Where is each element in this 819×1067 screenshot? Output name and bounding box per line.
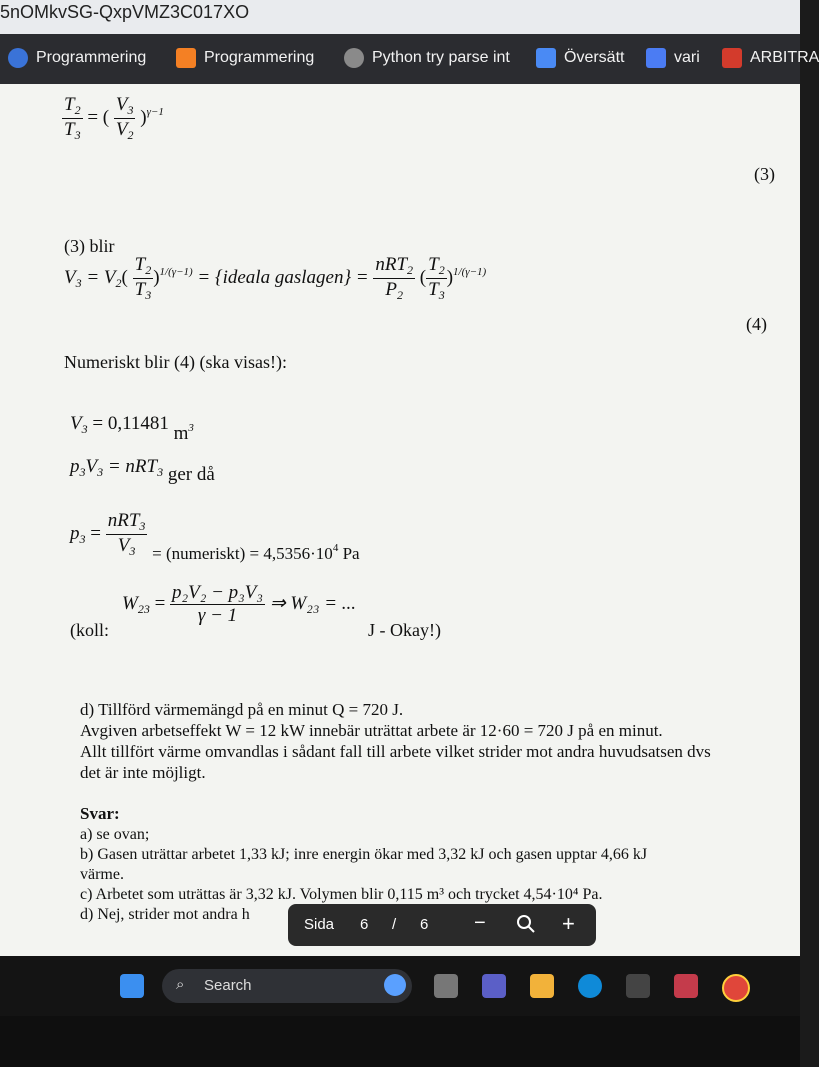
chrome-icon[interactable] xyxy=(722,974,750,1002)
current-page-input[interactable]: 6 xyxy=(360,916,369,933)
svar-line-d: d) Nej, strider mot andra h xyxy=(80,906,250,923)
edge-icon[interactable] xyxy=(578,974,602,998)
stack-overflow-icon xyxy=(176,48,196,68)
zoom-out-button[interactable]: − xyxy=(474,912,486,934)
bookmark-label: ARBITRA xyxy=(750,49,819,66)
bookmark-label: Programmering xyxy=(36,49,147,66)
window-title: 5nOMkvSG-QxpVMZ3C017XO xyxy=(0,2,250,22)
pdf-page-toolbar xyxy=(288,904,596,946)
window-titlebar xyxy=(0,0,800,34)
equation-v3: $V_3 = 0,11481$ $m^3$ xyxy=(70,413,194,444)
equation-number-3: (3) xyxy=(754,164,775,184)
equation-w23: $W_{23}$ = $\frac{\text{p₂V₂ − p₃V₃}}{\gamma - 1}$ ⇒ W₂₃ = ... xyxy=(122,582,357,626)
app-icon[interactable] xyxy=(674,974,698,998)
t-logo-icon xyxy=(722,48,742,68)
task-view-icon[interactable] xyxy=(434,974,458,998)
pdf-page xyxy=(0,84,800,956)
equation-p3: $p_3$ = $\frac{nRT_3}{V_3}$ = (numeriskt) = $4,5356\cdot 10^4$ Pa xyxy=(70,510,360,563)
text-numeriskt: Numeriskt blir (4) (ska visas!): xyxy=(64,352,287,372)
teams-icon[interactable] xyxy=(482,974,506,998)
web-icon xyxy=(344,48,364,68)
zoom-icon[interactable] xyxy=(516,914,536,938)
text-okay: J - Okay!) xyxy=(368,620,441,640)
bookmark-label: Programmering xyxy=(204,49,315,66)
taskbar-search[interactable] xyxy=(162,969,412,1003)
svar-line-c: c) Arbetet som uträttas är 3,32 kJ. Volymen blir 0,115 m³ och trycket 4,54·10⁴ Pa. xyxy=(80,886,603,903)
equation-4: $V_3 = V_2$( $\frac{T_2}{T_3}$ )$^{1/(\gamma-1)}$ = {ideala gaslagen} = $\frac{nRT_2}{P_2}$ ( $\frac{T_2}{T_3}$ )$^{1/(\gamma-1)}$ xyxy=(64,254,487,302)
bookmark-arbitra[interactable] xyxy=(722,48,819,68)
text-koll: (koll: xyxy=(70,620,109,640)
bookmark-oversatt[interactable] xyxy=(536,48,624,68)
windows-start-icon[interactable] xyxy=(120,974,144,998)
bing-icon xyxy=(384,974,406,996)
part-d-line-1: d) Tillförd värmemängd på en minut Q = 720 J. xyxy=(80,700,404,719)
equation-number-4: (4) xyxy=(746,314,767,334)
page-label: Sida xyxy=(304,916,335,933)
globe-icon xyxy=(8,48,28,68)
page-separator: / xyxy=(392,916,397,933)
search-icon: ⌕ xyxy=(176,976,185,993)
store-icon[interactable] xyxy=(626,974,650,998)
equation-t2-t3: $\frac{T_2}{T_3}$ = ( $\frac{V_3}{V_2}$ )$^{\gamma-1}$ xyxy=(64,94,164,142)
part-d-line-3: Allt tillfört värme omvandlas i sådant fall till arbete vilket strider mot andra huvudsatsen dvs xyxy=(80,742,711,761)
bookmark-label: Översätt xyxy=(564,49,625,66)
bookmarks-bar xyxy=(0,34,819,84)
total-pages: 6 xyxy=(420,916,429,933)
bookmark-vari[interactable] xyxy=(646,48,700,68)
svar-line-b2: värme. xyxy=(80,866,124,883)
screen-bezel xyxy=(0,1016,800,1067)
document-icon xyxy=(646,48,666,68)
file-explorer-icon[interactable] xyxy=(530,974,554,998)
bookmark-programmering-2[interactable] xyxy=(176,48,314,68)
search-placeholder: Search xyxy=(204,977,252,994)
bookmark-python-try-parse-int[interactable] xyxy=(344,48,510,68)
bookmark-label: Python try parse int xyxy=(372,49,510,66)
text-3-blir: (3) blir xyxy=(64,236,115,256)
part-d-line-2: Avgiven arbetseffekt W = 12 kW innebär uträttat arbete är 12·60 = 720 J på en minut. xyxy=(80,721,663,740)
part-d-line-4: det är inte möjligt. xyxy=(80,763,206,782)
equation-p3v3: $p_3V_3 = nRT_3$ ger då xyxy=(70,456,215,485)
translate-icon xyxy=(536,48,556,68)
bookmark-programmering-1[interactable] xyxy=(8,48,146,68)
bookmark-label: vari xyxy=(674,49,700,66)
svar-line-a: a) se ovan; xyxy=(80,826,150,843)
svar-heading: Svar: xyxy=(80,804,120,823)
zoom-in-button[interactable]: + xyxy=(562,911,575,936)
svar-line-b: b) Gasen uträttar arbetet 1,33 kJ; inre energin ökar med 3,32 kJ och gasen upptar 4,66 kJ xyxy=(80,846,648,863)
